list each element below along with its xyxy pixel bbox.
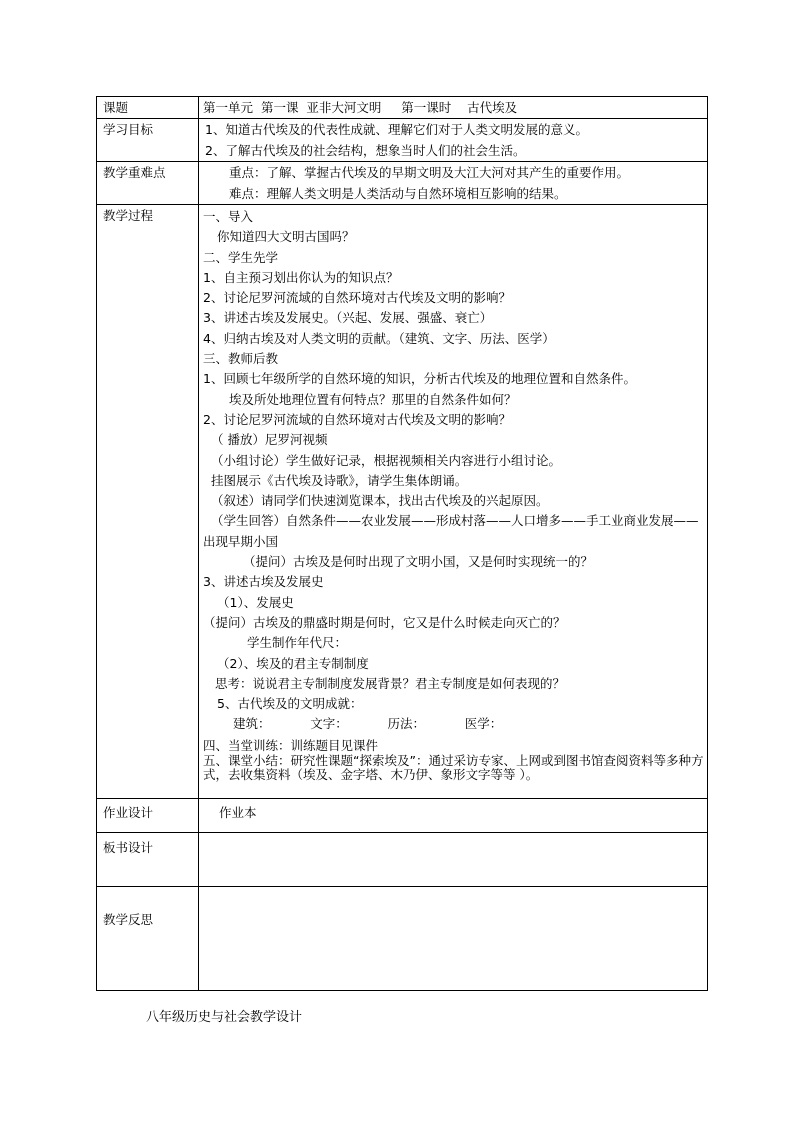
row-process: [97, 205, 708, 799]
process-line: 3、讲述古埃及发展史: [203, 574, 324, 590]
process-line: 二、学生先学: [203, 249, 279, 265]
focus-key-point: 重点：了解、掌握古代埃及的早期文明及大江大河对其产生的重要作用。: [229, 165, 630, 180]
page-footer: 八年级历史与社会教学设计: [146, 1010, 303, 1025]
process-line: 一、导入: [203, 209, 254, 224]
label-title: 课题: [97, 97, 199, 119]
value-goals: [199, 119, 708, 162]
row-reflection: [97, 887, 708, 991]
process-line: （学生回答）自然条件——农业发展——形成村落——人口增多——手工业商业发展——出现早期小国: [203, 513, 699, 549]
process-line: 1、回顾七年级所学的自然环境的知识，分析古代埃及的地理位置和自然条件。: [203, 371, 636, 387]
process-line: 你知道四大文明古国吗？: [217, 229, 355, 245]
process-line: 埃及所处地理位置有何特点？那里的自然条件如何？: [229, 391, 517, 407]
process-line: 五、课堂小结：研究性课题“探索埃及”：通过采访专家、上网或到图书馆查阅资料等多种方式，去收集资料（埃及、金字塔、木乃伊、象形文字等等 ）。: [203, 752, 704, 782]
goal-line: 2、了解古代埃及的社会结构，想象当时人们的社会生活。: [205, 143, 526, 158]
process-line: 2、讨论尼罗河流域的自然环境对古代埃及文明的影响？: [203, 411, 511, 427]
label-homework: 作业设计: [97, 799, 199, 833]
label-board: 板书设计: [97, 833, 199, 887]
process-line: 3、讲述古埃及发展史。（兴起、发展、强盛、衰亡）: [203, 310, 493, 326]
process-line: 建筑： 文字： 历法： 医学：: [233, 716, 503, 732]
process-line: 挂图展示《古代埃及诗歌》，请学生集体朗诵。: [211, 472, 468, 488]
process-line: （小组讨论）学生做好记录，根据视频相关内容进行小组讨论。: [211, 452, 562, 468]
label-goals: 学习目标: [97, 119, 199, 162]
row-goals: [97, 119, 708, 162]
process-line: 三、教师后教: [203, 351, 279, 367]
process-line: 学生制作年代尺：: [247, 635, 348, 651]
goal-line: 1、知道古代埃及的代表性成就、理解它们对于人类文明发展的意义。: [205, 122, 588, 137]
label-process: 教学过程: [97, 205, 199, 799]
process-line: 1、自主预习划出你认为的知识点？: [203, 269, 399, 285]
process-line: （提问）古埃及的鼎盛时期是何时，它又是什么时候走向灭亡的？: [203, 614, 566, 630]
process-line: （叙述）请同学们快速浏览课本，找出古代埃及的兴起原因。: [211, 493, 549, 509]
process-line: （ 播放）尼罗河视频: [211, 432, 328, 448]
value-reflection: [199, 887, 708, 991]
value-homework: 作业本: [199, 799, 708, 833]
row-focus: [97, 162, 708, 205]
focus-difficult-point: 难点：理解人类文明是人类活动与自然环境相互影响的结果。: [229, 186, 567, 201]
label-focus: 教学重难点: [97, 162, 199, 205]
row-homework: [97, 799, 708, 833]
process-line: 四、当堂训练：训练题目见课件: [203, 737, 379, 753]
lesson-plan-table: [96, 96, 708, 991]
value-board: [199, 833, 708, 887]
row-board: [97, 833, 708, 887]
process-line: 2、讨论尼罗河流域的自然环境对古代埃及文明的影响？: [203, 290, 511, 306]
label-reflection: 教学反思: [97, 887, 199, 991]
row-title: [97, 97, 708, 119]
value-focus: [199, 162, 708, 205]
process-line: （提问）古埃及是何时出现了文明小国，又是何时实现统一的？: [243, 554, 594, 570]
process-line: （2）、埃及的君主专制制度: [217, 655, 369, 671]
process-line: 4、归纳古埃及对人类文明的贡献。（建筑、文字、历法、医学）: [203, 330, 555, 346]
process-line: （1）、发展史: [217, 594, 294, 610]
process-line: 思考：说说君主专制制度发展背景？君主专制度是如何表现的？: [215, 675, 566, 691]
process-line: 5、古代埃及的文明成就：: [217, 696, 363, 712]
value-title: 第一单元 第一课 亚非大河文明 第一课时 古代埃及: [199, 97, 708, 119]
value-process: [199, 205, 708, 799]
